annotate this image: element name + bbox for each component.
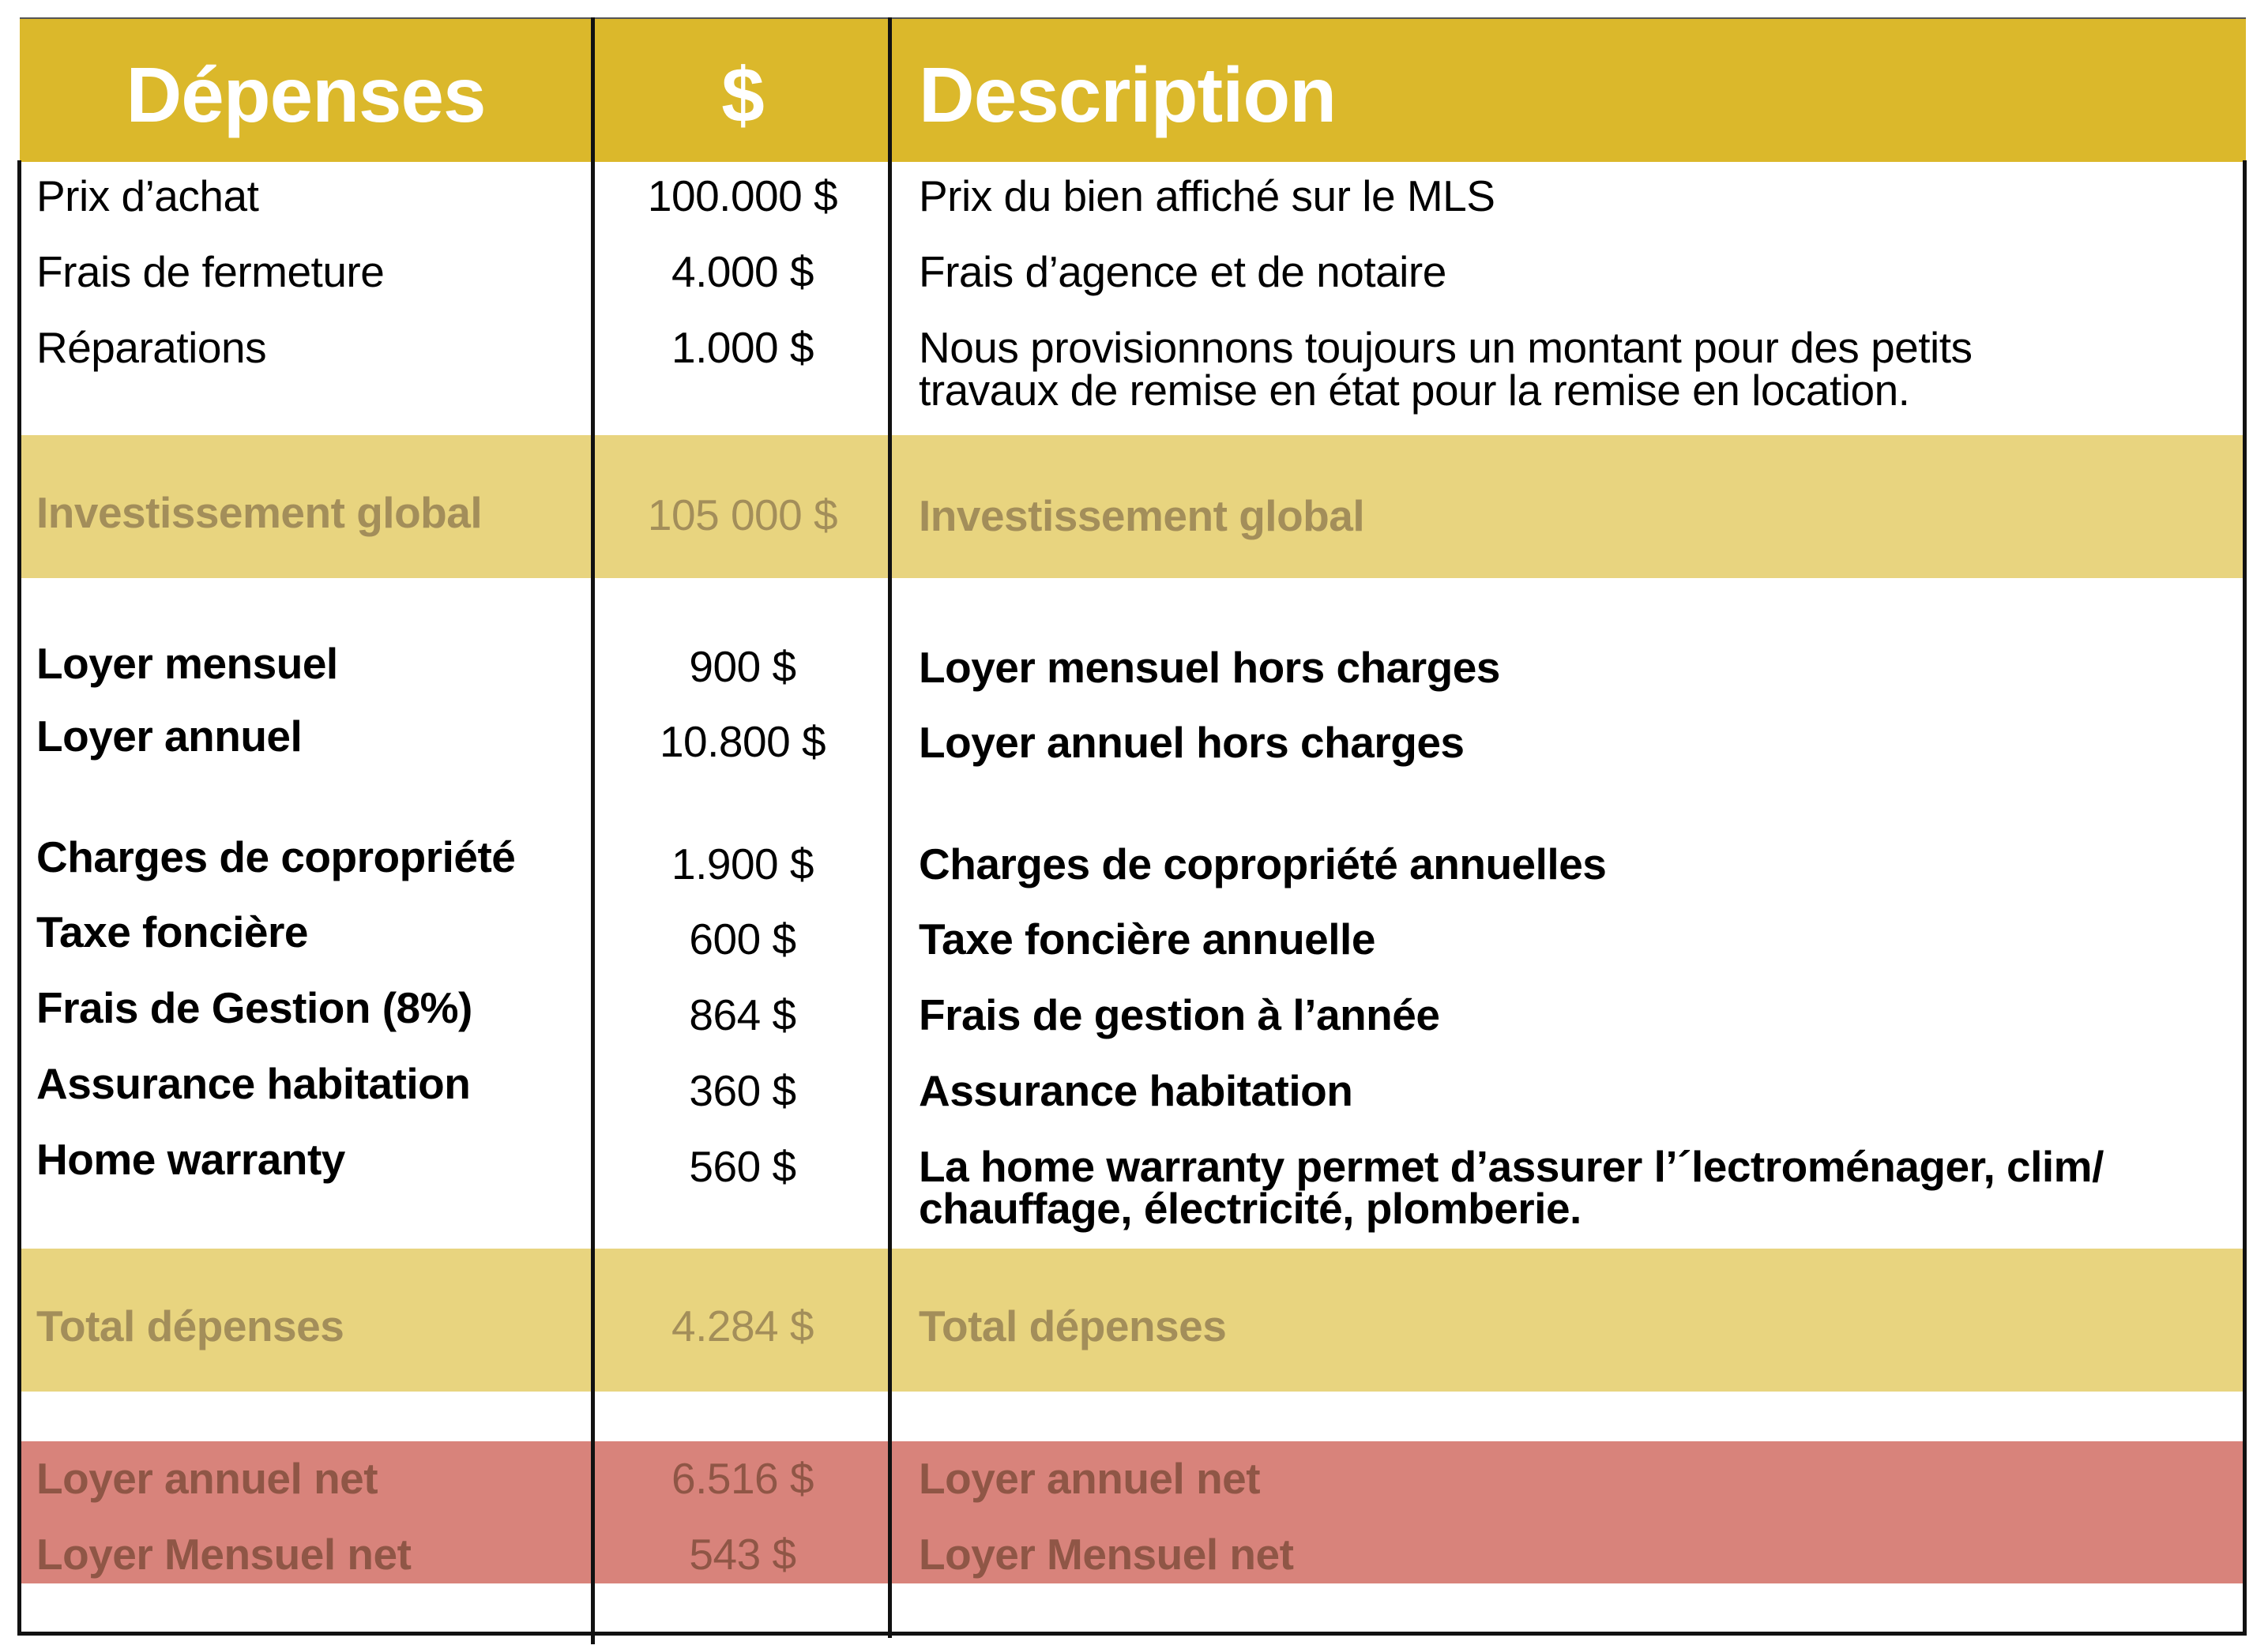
row-amount: 6.516 $: [671, 1454, 814, 1503]
row-amount: 543 $: [689, 1530, 796, 1579]
row-description: Charges de copropriété annuelles: [919, 840, 1607, 888]
row-description: Assurance habitation: [919, 1066, 1353, 1115]
row-label: Taxe foncière: [36, 907, 309, 956]
row-amount: 4.000 $: [671, 247, 814, 296]
row-amount: 864 $: [689, 990, 796, 1039]
row-amount: 1.900 $: [671, 840, 814, 888]
row-label: Réparations: [36, 323, 267, 372]
row-label: Loyer annuel: [36, 712, 303, 761]
row-amount: 4.284 $: [671, 1302, 814, 1350]
row-amount: 360 $: [689, 1066, 796, 1115]
column-header-description: Description: [919, 51, 1337, 138]
row-description: Loyer annuel net: [919, 1454, 1261, 1503]
row-label: Home warranty: [36, 1135, 345, 1184]
row-description: Prix du bien affiché sur le MLS: [919, 171, 1495, 220]
row-description: Frais de gestion à l’année: [919, 990, 1440, 1039]
row-description-line-1: La home warranty permet d’assurer l’´lectroménager, clim/: [919, 1142, 2104, 1191]
row-label: Loyer mensuel: [36, 639, 338, 688]
row-description: Loyer Mensuel net: [919, 1530, 1294, 1579]
row-amount: 600 $: [689, 915, 796, 963]
row-label: Total dépenses: [36, 1302, 344, 1350]
row-label: Loyer Mensuel net: [36, 1530, 412, 1579]
row-description: Loyer mensuel hors charges: [919, 643, 1500, 692]
row-description-line-2: travaux de remise en état pour la remise en location.: [919, 366, 1910, 415]
row-label: Loyer annuel net: [36, 1454, 378, 1503]
row-amount: 900 $: [689, 642, 796, 691]
row-description: Frais d’agence et de notaire: [919, 247, 1446, 296]
row-label: Prix d’achat: [36, 171, 259, 220]
row-amount: 105 000 $: [647, 490, 838, 539]
row-amount: 560 $: [689, 1142, 796, 1191]
table-right-border: [2243, 160, 2247, 1636]
column-header-expenses: Dépenses: [126, 51, 486, 138]
table-bottom-border: [17, 1632, 2247, 1636]
row-label: Investissement global: [36, 488, 483, 537]
table-left-border: [17, 160, 21, 1636]
row-description: Investissement global: [919, 491, 1365, 540]
row-label: Frais de fermeture: [36, 247, 385, 296]
row-label: Assurance habitation: [36, 1059, 471, 1108]
row-amount: 100.000 $: [647, 171, 838, 220]
row-description-line-2: chauffage, électricité, plomberie.: [919, 1184, 1582, 1233]
row-description: Taxe foncière annuelle: [919, 915, 1375, 963]
row-amount: 1.000 $: [671, 323, 814, 372]
row-label: Frais de Gestion (8%): [36, 983, 472, 1032]
row-amount: 10.800 $: [659, 717, 826, 766]
row-description: Total dépenses: [919, 1302, 1227, 1350]
row-description-line-1: Nous provisionnons toujours un montant pour des petits: [919, 323, 1973, 372]
column-header-amount: $: [721, 51, 764, 138]
row-label: Charges de copropriété: [36, 832, 516, 881]
row-description: Loyer annuel hors charges: [919, 718, 1465, 767]
